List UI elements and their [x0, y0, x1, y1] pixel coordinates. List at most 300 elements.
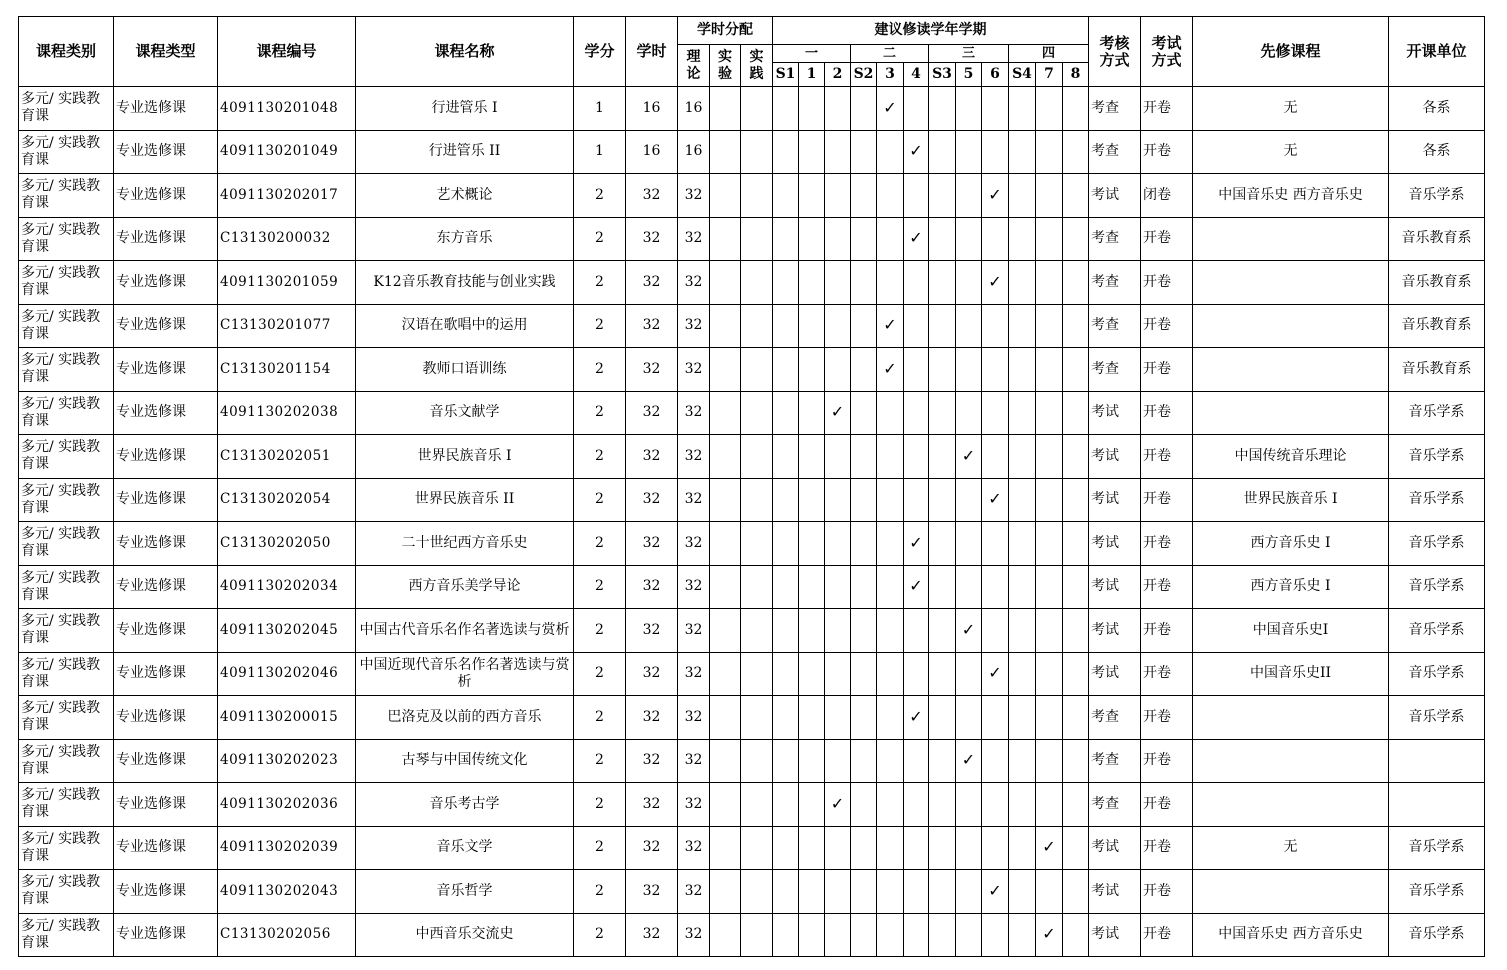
cell-term-S2	[851, 478, 877, 522]
cell-dept: 音乐学系	[1389, 826, 1485, 870]
cell-credit: 2	[574, 609, 626, 653]
cell-term-S4	[1009, 304, 1036, 348]
cell-assess: 考试	[1089, 391, 1141, 435]
cell-term-S2	[851, 783, 877, 827]
cell-term-S3	[929, 435, 956, 479]
cell-term-S4	[1009, 217, 1036, 261]
cell-dept: 音乐学系	[1389, 478, 1485, 522]
cell-theory: 32	[678, 696, 710, 740]
cell-category: 多元/ 实践教育课	[19, 217, 114, 261]
header-year-4: 四	[1009, 45, 1089, 63]
cell-category: 多元/ 实践教育课	[19, 87, 114, 131]
cell-theory: 32	[678, 261, 710, 305]
cell-term-S3	[929, 739, 956, 783]
cell-term-4	[904, 826, 929, 870]
cell-term-S1	[773, 348, 799, 392]
cell-term-8	[1063, 348, 1089, 392]
cell-term-6	[982, 304, 1009, 348]
cell-term-S2	[851, 130, 877, 174]
cell-assess: 考查	[1089, 304, 1141, 348]
cell-term-S2	[851, 739, 877, 783]
cell-term-4	[904, 870, 929, 914]
cell-term-S4	[1009, 348, 1036, 392]
cell-term-S3	[929, 609, 956, 653]
check-mark-icon: ✓	[883, 358, 897, 378]
cell-experiment	[710, 348, 741, 392]
cell-credit: 2	[574, 391, 626, 435]
check-mark-icon: ✓	[1042, 837, 1056, 857]
cell-term-2	[825, 174, 851, 218]
header-hours: 学时	[626, 17, 678, 87]
cell-hours: 32	[626, 696, 678, 740]
cell-term-7	[1036, 739, 1063, 783]
cell-term-S3	[929, 870, 956, 914]
cell-term-S2	[851, 565, 877, 609]
cell-practice	[741, 130, 773, 174]
table-row	[19, 87, 1485, 131]
cell-term-2	[825, 261, 851, 305]
cell-term-S1	[773, 913, 799, 957]
cell-term-1	[799, 696, 825, 740]
header-year-3: 三	[929, 45, 1009, 63]
cell-term-4	[904, 913, 929, 957]
cell-term-S4	[1009, 261, 1036, 305]
cell-code: C13130202051	[218, 435, 356, 479]
cell-term-6	[982, 783, 1009, 827]
cell-name: 音乐考古学	[356, 783, 574, 827]
cell-prereq: 中国音乐史II	[1193, 652, 1389, 696]
cell-term-4	[904, 217, 929, 261]
cell-name: 古琴与中国传统文化	[356, 739, 574, 783]
header-term: 6	[982, 63, 1009, 87]
cell-hours: 32	[626, 522, 678, 566]
cell-term-2	[825, 130, 851, 174]
cell-practice	[741, 217, 773, 261]
cell-term-8	[1063, 304, 1089, 348]
cell-experiment	[710, 826, 741, 870]
check-mark-icon: ✓	[1042, 924, 1056, 944]
cell-credit: 2	[574, 261, 626, 305]
cell-assess: 考查	[1089, 261, 1141, 305]
cell-term-8	[1063, 478, 1089, 522]
cell-prereq: 西方音乐史 I	[1193, 522, 1389, 566]
cell-credit: 2	[574, 870, 626, 914]
check-mark-icon: ✓	[883, 315, 897, 335]
cell-name: K12音乐教育技能与创业实践	[356, 261, 574, 305]
cell-assess: 考查	[1089, 348, 1141, 392]
cell-credit: 2	[574, 739, 626, 783]
cell-term-7	[1036, 522, 1063, 566]
header-semesters: 建议修读学年学期	[773, 17, 1089, 45]
cell-term-7	[1036, 652, 1063, 696]
cell-practice	[741, 783, 773, 827]
cell-practice	[741, 478, 773, 522]
cell-category: 多元/ 实践教育课	[19, 435, 114, 479]
cell-code: 4091130201049	[218, 130, 356, 174]
cell-term-4	[904, 130, 929, 174]
cell-term-S1	[773, 826, 799, 870]
cell-term-S4	[1009, 913, 1036, 957]
course-rows	[19, 87, 1485, 957]
cell-practice	[741, 870, 773, 914]
cell-hours: 16	[626, 130, 678, 174]
cell-term-8	[1063, 130, 1089, 174]
check-mark-icon: ✓	[988, 880, 1002, 900]
cell-code: C13130202050	[218, 522, 356, 566]
cell-dept: 音乐学系	[1389, 609, 1485, 653]
cell-term-4	[904, 174, 929, 218]
table-row	[19, 913, 1485, 957]
cell-prereq: 西方音乐史 I	[1193, 565, 1389, 609]
cell-term-8	[1063, 696, 1089, 740]
cell-term-S4	[1009, 565, 1036, 609]
cell-category: 多元/ 实践教育课	[19, 348, 114, 392]
cell-term-S3	[929, 522, 956, 566]
cell-prereq	[1193, 348, 1389, 392]
cell-experiment	[710, 261, 741, 305]
cell-term-S1	[773, 304, 799, 348]
cell-prereq: 无	[1193, 826, 1389, 870]
cell-term-5	[956, 87, 982, 131]
table-row	[19, 522, 1485, 566]
cell-experiment	[710, 174, 741, 218]
cell-credit: 2	[574, 826, 626, 870]
cell-prereq	[1193, 261, 1389, 305]
cell-term-5	[956, 739, 982, 783]
cell-term-3	[877, 826, 904, 870]
cell-credit: 1	[574, 87, 626, 131]
cell-code: 4091130202038	[218, 391, 356, 435]
cell-term-S3	[929, 696, 956, 740]
cell-hours: 32	[626, 435, 678, 479]
cell-term-6	[982, 348, 1009, 392]
cell-term-3	[877, 391, 904, 435]
cell-assess: 考查	[1089, 130, 1141, 174]
header-credit: 学分	[574, 17, 626, 87]
cell-term-5	[956, 261, 982, 305]
cell-assess: 考试	[1089, 174, 1141, 218]
cell-term-7	[1036, 435, 1063, 479]
cell-term-5	[956, 696, 982, 740]
cell-name: 巴洛克及以前的西方音乐	[356, 696, 574, 740]
cell-experiment	[710, 522, 741, 566]
header-term: 2	[825, 63, 851, 87]
cell-term-3	[877, 739, 904, 783]
cell-term-3	[877, 348, 904, 392]
cell-term-1	[799, 522, 825, 566]
cell-code: 4091130202036	[218, 783, 356, 827]
cell-exam: 开卷	[1141, 435, 1193, 479]
cell-name: 东方音乐	[356, 217, 574, 261]
cell-type: 专业选修课	[114, 609, 218, 653]
cell-term-7	[1036, 565, 1063, 609]
header-term: 1	[799, 63, 825, 87]
cell-dept: 音乐教育系	[1389, 348, 1485, 392]
cell-dept: 音乐学系	[1389, 565, 1485, 609]
cell-assess: 考试	[1089, 826, 1141, 870]
cell-type: 专业选修课	[114, 522, 218, 566]
cell-dept: 音乐教育系	[1389, 304, 1485, 348]
cell-credit: 1	[574, 130, 626, 174]
cell-exam: 开卷	[1141, 739, 1193, 783]
header-year-2: 二	[851, 45, 929, 63]
header-prereq: 先修课程	[1193, 17, 1389, 87]
cell-hours: 32	[626, 391, 678, 435]
check-mark-icon: ✓	[883, 97, 897, 117]
cell-prereq: 中国音乐史 西方音乐史	[1193, 913, 1389, 957]
cell-term-1	[799, 652, 825, 696]
header-term: 7	[1036, 63, 1063, 87]
cell-category: 多元/ 实践教育课	[19, 565, 114, 609]
cell-theory: 32	[678, 739, 710, 783]
cell-term-1	[799, 87, 825, 131]
cell-term-S1	[773, 261, 799, 305]
cell-exam: 开卷	[1141, 652, 1193, 696]
cell-term-5	[956, 522, 982, 566]
cell-term-S4	[1009, 826, 1036, 870]
check-mark-icon: ✓	[830, 793, 845, 813]
cell-assess: 考试	[1089, 522, 1141, 566]
cell-hours: 32	[626, 174, 678, 218]
check-mark-icon: ✓	[988, 663, 1002, 683]
cell-term-7	[1036, 826, 1063, 870]
cell-term-6	[982, 696, 1009, 740]
cell-name: 行进管乐 I	[356, 87, 574, 131]
header-hours-split: 学时分配	[678, 17, 773, 45]
cell-term-4	[904, 739, 929, 783]
cell-term-8	[1063, 391, 1089, 435]
check-mark-icon: ✓	[961, 445, 976, 465]
cell-term-5	[956, 870, 982, 914]
cell-term-6	[982, 609, 1009, 653]
cell-practice	[741, 391, 773, 435]
cell-practice	[741, 826, 773, 870]
cell-hours: 32	[626, 739, 678, 783]
course-table	[18, 16, 1485, 957]
cell-name: 音乐文学	[356, 826, 574, 870]
header-code: 课程编号	[218, 17, 356, 87]
table-row	[19, 435, 1485, 479]
cell-experiment	[710, 304, 741, 348]
cell-theory: 32	[678, 348, 710, 392]
cell-term-1	[799, 870, 825, 914]
cell-hours: 32	[626, 478, 678, 522]
header-term: S2	[851, 63, 877, 87]
cell-term-3	[877, 130, 904, 174]
cell-practice	[741, 522, 773, 566]
cell-exam: 开卷	[1141, 217, 1193, 261]
cell-term-2	[825, 696, 851, 740]
cell-exam: 开卷	[1141, 87, 1193, 131]
cell-term-5	[956, 478, 982, 522]
cell-dept	[1389, 739, 1485, 783]
table-row	[19, 304, 1485, 348]
cell-dept: 音乐学系	[1389, 696, 1485, 740]
cell-code: C13130200032	[218, 217, 356, 261]
cell-exam: 开卷	[1141, 522, 1193, 566]
cell-assess: 考试	[1089, 478, 1141, 522]
cell-term-4	[904, 87, 929, 131]
cell-assess: 考试	[1089, 435, 1141, 479]
table-row	[19, 478, 1485, 522]
cell-term-2	[825, 652, 851, 696]
cell-term-S1	[773, 565, 799, 609]
check-mark-icon: ✓	[909, 141, 923, 161]
cell-theory: 32	[678, 217, 710, 261]
cell-term-1	[799, 304, 825, 348]
header-dept: 开课单位	[1389, 17, 1485, 87]
cell-dept: 各系	[1389, 130, 1485, 174]
table-row	[19, 783, 1485, 827]
cell-term-7	[1036, 609, 1063, 653]
cell-theory: 32	[678, 391, 710, 435]
cell-term-S2	[851, 348, 877, 392]
cell-hours: 32	[626, 565, 678, 609]
cell-name: 西方音乐美学导论	[356, 565, 574, 609]
cell-code: 4091130201059	[218, 261, 356, 305]
check-mark-icon: ✓	[988, 271, 1002, 291]
cell-practice	[741, 174, 773, 218]
check-mark-icon: ✓	[909, 228, 923, 248]
cell-term-1	[799, 826, 825, 870]
cell-category: 多元/ 实践教育课	[19, 261, 114, 305]
table-row	[19, 348, 1485, 392]
table-row	[19, 391, 1485, 435]
cell-term-S3	[929, 174, 956, 218]
cell-theory: 32	[678, 174, 710, 218]
cell-name: 行进管乐 II	[356, 130, 574, 174]
cell-type: 专业选修课	[114, 696, 218, 740]
cell-term-6	[982, 130, 1009, 174]
cell-term-1	[799, 783, 825, 827]
cell-term-2	[825, 739, 851, 783]
cell-term-7	[1036, 217, 1063, 261]
cell-code: 4091130202034	[218, 565, 356, 609]
cell-dept: 音乐学系	[1389, 522, 1485, 566]
cell-code: 4091130202045	[218, 609, 356, 653]
cell-term-S2	[851, 435, 877, 479]
cell-practice	[741, 261, 773, 305]
cell-term-4	[904, 304, 929, 348]
cell-prereq: 世界民族音乐 I	[1193, 478, 1389, 522]
cell-term-S4	[1009, 870, 1036, 914]
cell-term-S3	[929, 130, 956, 174]
cell-type: 专业选修课	[114, 652, 218, 696]
header-type: 课程类型	[114, 17, 218, 87]
cell-credit: 2	[574, 783, 626, 827]
cell-code: 4091130202046	[218, 652, 356, 696]
cell-term-3	[877, 217, 904, 261]
cell-experiment	[710, 870, 741, 914]
cell-category: 多元/ 实践教育课	[19, 652, 114, 696]
cell-category: 多元/ 实践教育课	[19, 783, 114, 827]
cell-term-S1	[773, 435, 799, 479]
header-exam: 考试方式	[1141, 17, 1193, 87]
cell-category: 多元/ 实践教育课	[19, 478, 114, 522]
cell-code: C13130202054	[218, 478, 356, 522]
cell-term-S1	[773, 783, 799, 827]
cell-term-6	[982, 435, 1009, 479]
cell-term-1	[799, 609, 825, 653]
cell-term-1	[799, 478, 825, 522]
header-year-1: 一	[773, 45, 851, 63]
cell-term-7	[1036, 783, 1063, 827]
cell-term-8	[1063, 217, 1089, 261]
cell-term-7	[1036, 261, 1063, 305]
cell-term-8	[1063, 261, 1089, 305]
cell-term-5	[956, 565, 982, 609]
cell-theory: 16	[678, 130, 710, 174]
cell-experiment	[710, 391, 741, 435]
cell-type: 专业选修课	[114, 435, 218, 479]
cell-term-6	[982, 87, 1009, 131]
cell-term-S1	[773, 522, 799, 566]
cell-term-3	[877, 174, 904, 218]
cell-term-S2	[851, 174, 877, 218]
cell-category: 多元/ 实践教育课	[19, 391, 114, 435]
cell-code: 4091130202043	[218, 870, 356, 914]
cell-term-2	[825, 217, 851, 261]
cell-term-S4	[1009, 435, 1036, 479]
cell-assess: 考试	[1089, 870, 1141, 914]
cell-term-S2	[851, 304, 877, 348]
cell-experiment	[710, 652, 741, 696]
cell-term-5	[956, 609, 982, 653]
cell-type: 专业选修课	[114, 174, 218, 218]
cell-term-S1	[773, 652, 799, 696]
cell-term-S1	[773, 870, 799, 914]
cell-prereq: 中国音乐史I	[1193, 609, 1389, 653]
cell-prereq: 无	[1193, 130, 1389, 174]
cell-hours: 32	[626, 348, 678, 392]
cell-code: 4091130200015	[218, 696, 356, 740]
cell-term-4	[904, 261, 929, 305]
cell-term-8	[1063, 87, 1089, 131]
cell-theory: 32	[678, 522, 710, 566]
cell-term-3	[877, 565, 904, 609]
cell-term-7	[1036, 304, 1063, 348]
table-row	[19, 130, 1485, 174]
cell-term-4	[904, 696, 929, 740]
cell-type: 专业选修课	[114, 217, 218, 261]
cell-term-4	[904, 435, 929, 479]
cell-term-S1	[773, 478, 799, 522]
cell-term-6	[982, 217, 1009, 261]
cell-practice	[741, 652, 773, 696]
cell-term-1	[799, 130, 825, 174]
cell-term-4	[904, 478, 929, 522]
cell-category: 多元/ 实践教育课	[19, 522, 114, 566]
cell-term-4	[904, 609, 929, 653]
cell-term-4	[904, 783, 929, 827]
header-term: 5	[956, 63, 982, 87]
cell-term-S3	[929, 348, 956, 392]
cell-term-S1	[773, 739, 799, 783]
cell-experiment	[710, 739, 741, 783]
cell-term-7	[1036, 913, 1063, 957]
cell-name: 汉语在歌唱中的运用	[356, 304, 574, 348]
cell-prereq: 中国音乐史 西方音乐史	[1193, 174, 1389, 218]
cell-term-6	[982, 478, 1009, 522]
cell-exam: 开卷	[1141, 783, 1193, 827]
cell-term-S4	[1009, 130, 1036, 174]
cell-exam: 开卷	[1141, 609, 1193, 653]
cell-term-1	[799, 565, 825, 609]
check-mark-icon: ✓	[909, 532, 923, 552]
cell-assess: 考查	[1089, 87, 1141, 131]
cell-term-S2	[851, 870, 877, 914]
cell-term-S1	[773, 217, 799, 261]
